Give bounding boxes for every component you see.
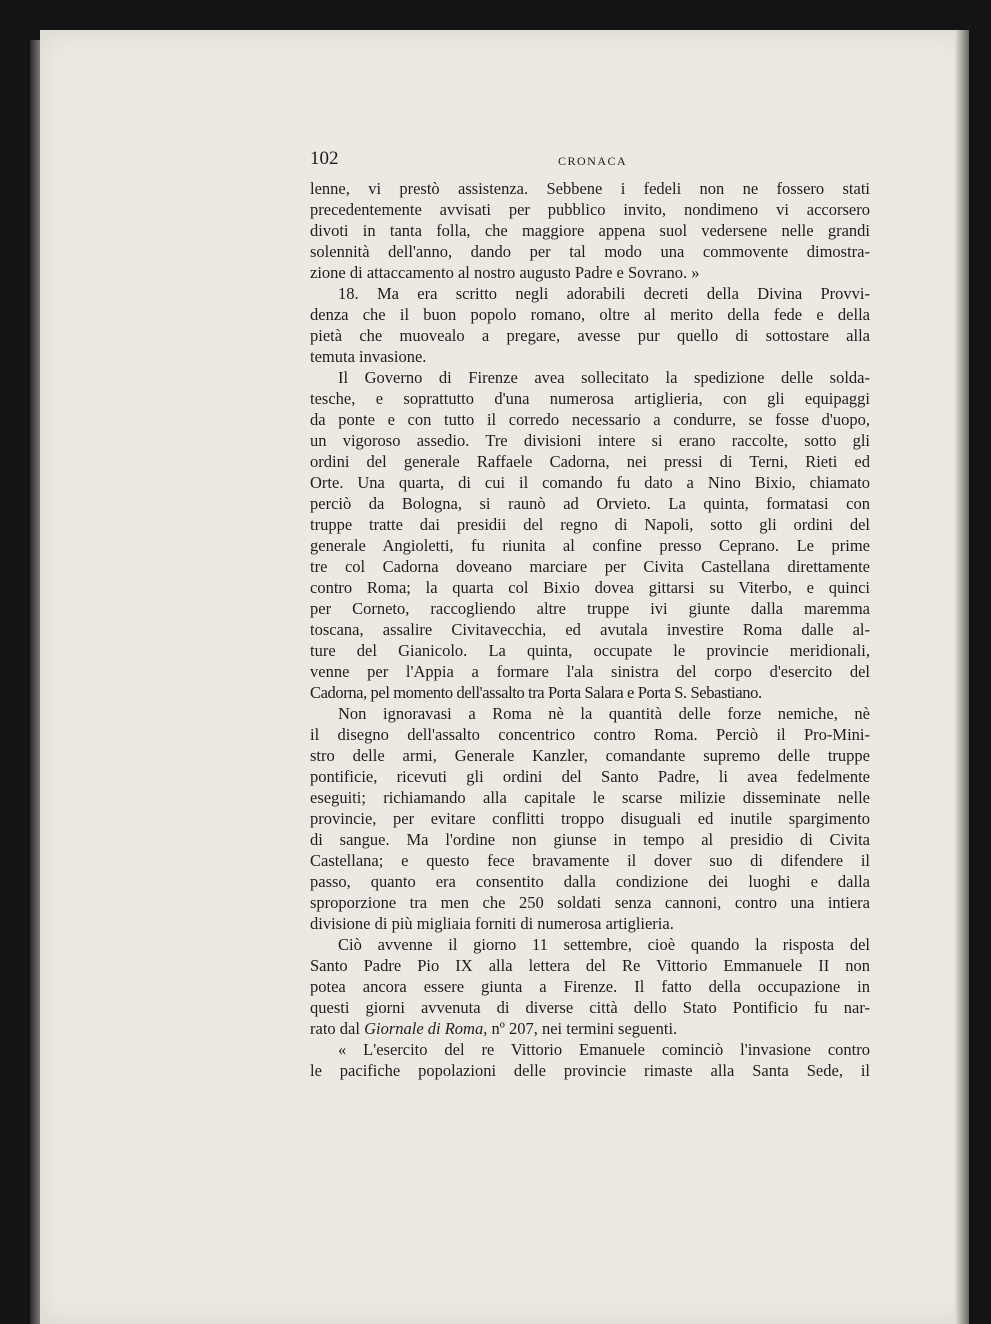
text-line: eseguiti; richiamando alla capitale le scarse milizie disseminate nelle [310,788,870,807]
text-line: temuta invasione. [310,347,427,366]
text-line: tesche, e soprattutto d'una numerosa artiglieria, con gli equipaggi [310,389,870,408]
text-line: solennità dell'anno, dando per tal modo una commovente dimostra- [310,242,870,261]
text-line: un vigoroso assedio. Tre divisioni intere si erano raccolte, sotto gli [310,431,870,450]
running-title: CRONACA [558,154,628,168]
text-line-with-citation [310,1018,870,1039]
text-line: ture del Gianicolo. La quinta, occupate le provincie meridionali, [310,641,870,660]
text-line: pietà che muovealo a pregare, avesse pur quello di sottostare alla [310,326,870,345]
text-line: questi giorni avvenuta di diverse città dello Stato Pontificio fu nar- [310,998,870,1017]
text-line: Santo Padre Pio IX alla lettera del Re Vittorio Emmanuele II non [310,956,870,975]
text-line: da ponte e con tutto il corredo necessario a condurre, se fosse d'uopo, [310,410,870,429]
text-line: truppe tratte dai presidii del regno di Napoli, sotto gli ordini del [310,515,870,534]
text-line: perciò da Bologna, si raunò ad Orvieto. La quinta, formatasi con [310,494,870,513]
paragraph-start-line: « L'esercito del re Vittorio Emanuele cominciò l'invasione contro [338,1040,870,1059]
text-line: Cadorna, pel momento dell'assalto tra Porta Salara e Porta S. Sebastiano. [310,683,762,702]
body-text [310,178,870,1081]
text-line: contro Roma; la quarta col Bixio dovea gittarsi su Viterbo, e quinci [310,578,870,597]
paragraph-start-line: 18. Ma era scritto negli adorabili decreti della Divina Provvi- [338,284,870,303]
text-line: pontificie, ricevuti gli ordini del Santo Padre, li avea fedelmente [310,767,870,786]
text-line: tre col Cadorna doveano marciare per Civita Castellana direttamente [310,557,870,576]
text-line: Orte. Una quarta, di cui il comando fu dato a Nino Bixio, chiamato [310,473,870,492]
paragraph-start-line: Ciò avvenne il giorno 11 settembre, cioè quando la risposta del [338,935,870,954]
text-line: passo, quanto era consentito dalla condizione dei luoghi e dalla [310,872,870,891]
text-line: sproporzione tra men che 250 soldati senza cannoni, contro una intiera [310,893,870,912]
text-line: per Corneto, raccogliendo altre truppe ivi giunte dalla maremma [310,599,870,618]
text-line: zione di attaccamento al nostro augusto Padre e Sovrano. » [310,263,700,282]
text-line: stro delle armi, Generale Kanzler, comandante supremo delle truppe [310,746,870,765]
text-line: divisione di più migliaia forniti di numerosa artiglieria. [310,914,674,933]
text-fragment: rato dal [310,1019,360,1038]
text-line: ordini del generale Raffaele Cadorna, nei pressi di Terni, Rieti ed [310,452,870,471]
text-line: divoti in tanta folla, che maggiore appena suol vedersene nelle grandi [310,221,870,240]
paragraph-start-line: Il Governo di Firenze avea sollecitato la spedizione delle solda- [338,368,870,387]
page-number: 102 [310,148,339,169]
text-line: toscana, assalire Civitavecchia, ed avutala investire Roma dalle al- [310,620,870,639]
text-line: generale Angioletti, fu riunita al confine presso Ceprano. Le prime [310,536,870,555]
text-line: Castellana; e questo fece bravamente il dover suo di difendere il [310,851,870,870]
text-line: le pacifiche popolazioni delle provincie rimaste alla Santa Sede, il [310,1061,870,1080]
right-page-gutter [955,30,969,1324]
text-line: denza che il buon popolo romano, oltre al merito della fede e della [310,305,870,324]
text-line: precedentemente avvisati per pubblico invito, nondimeno vi accorsero [310,200,870,219]
text-line: provincie, per evitare conflitti troppo disuguali ed inutile spargimento [310,809,870,828]
text-line: potea ancora essere giunta a Firenze. Il fatto della occupazione in [310,977,870,996]
text-line: di sangue. Ma l'ordine non giunse in tempo al presidio di Civita [310,830,870,849]
text-fragment: nº 207, nei termini seguenti. [491,1019,678,1038]
paragraph-start-line: Non ignoravasi a Roma nè la quantità delle forze nemiche, nè [338,704,870,723]
text-line: il disegno dell'assalto concentrico contro Roma. Perciò il Pro-Mini- [310,725,870,744]
text-line: venne per l'Appia a formare l'ala sinistra del corpo d'esercito del [310,662,870,681]
newspaper-title: Giornale di Roma, [364,1019,488,1038]
running-head [310,148,870,172]
text-line: lenne, vi prestò assistenza. Sebbene i fedeli non ne fossero stati [310,179,870,198]
